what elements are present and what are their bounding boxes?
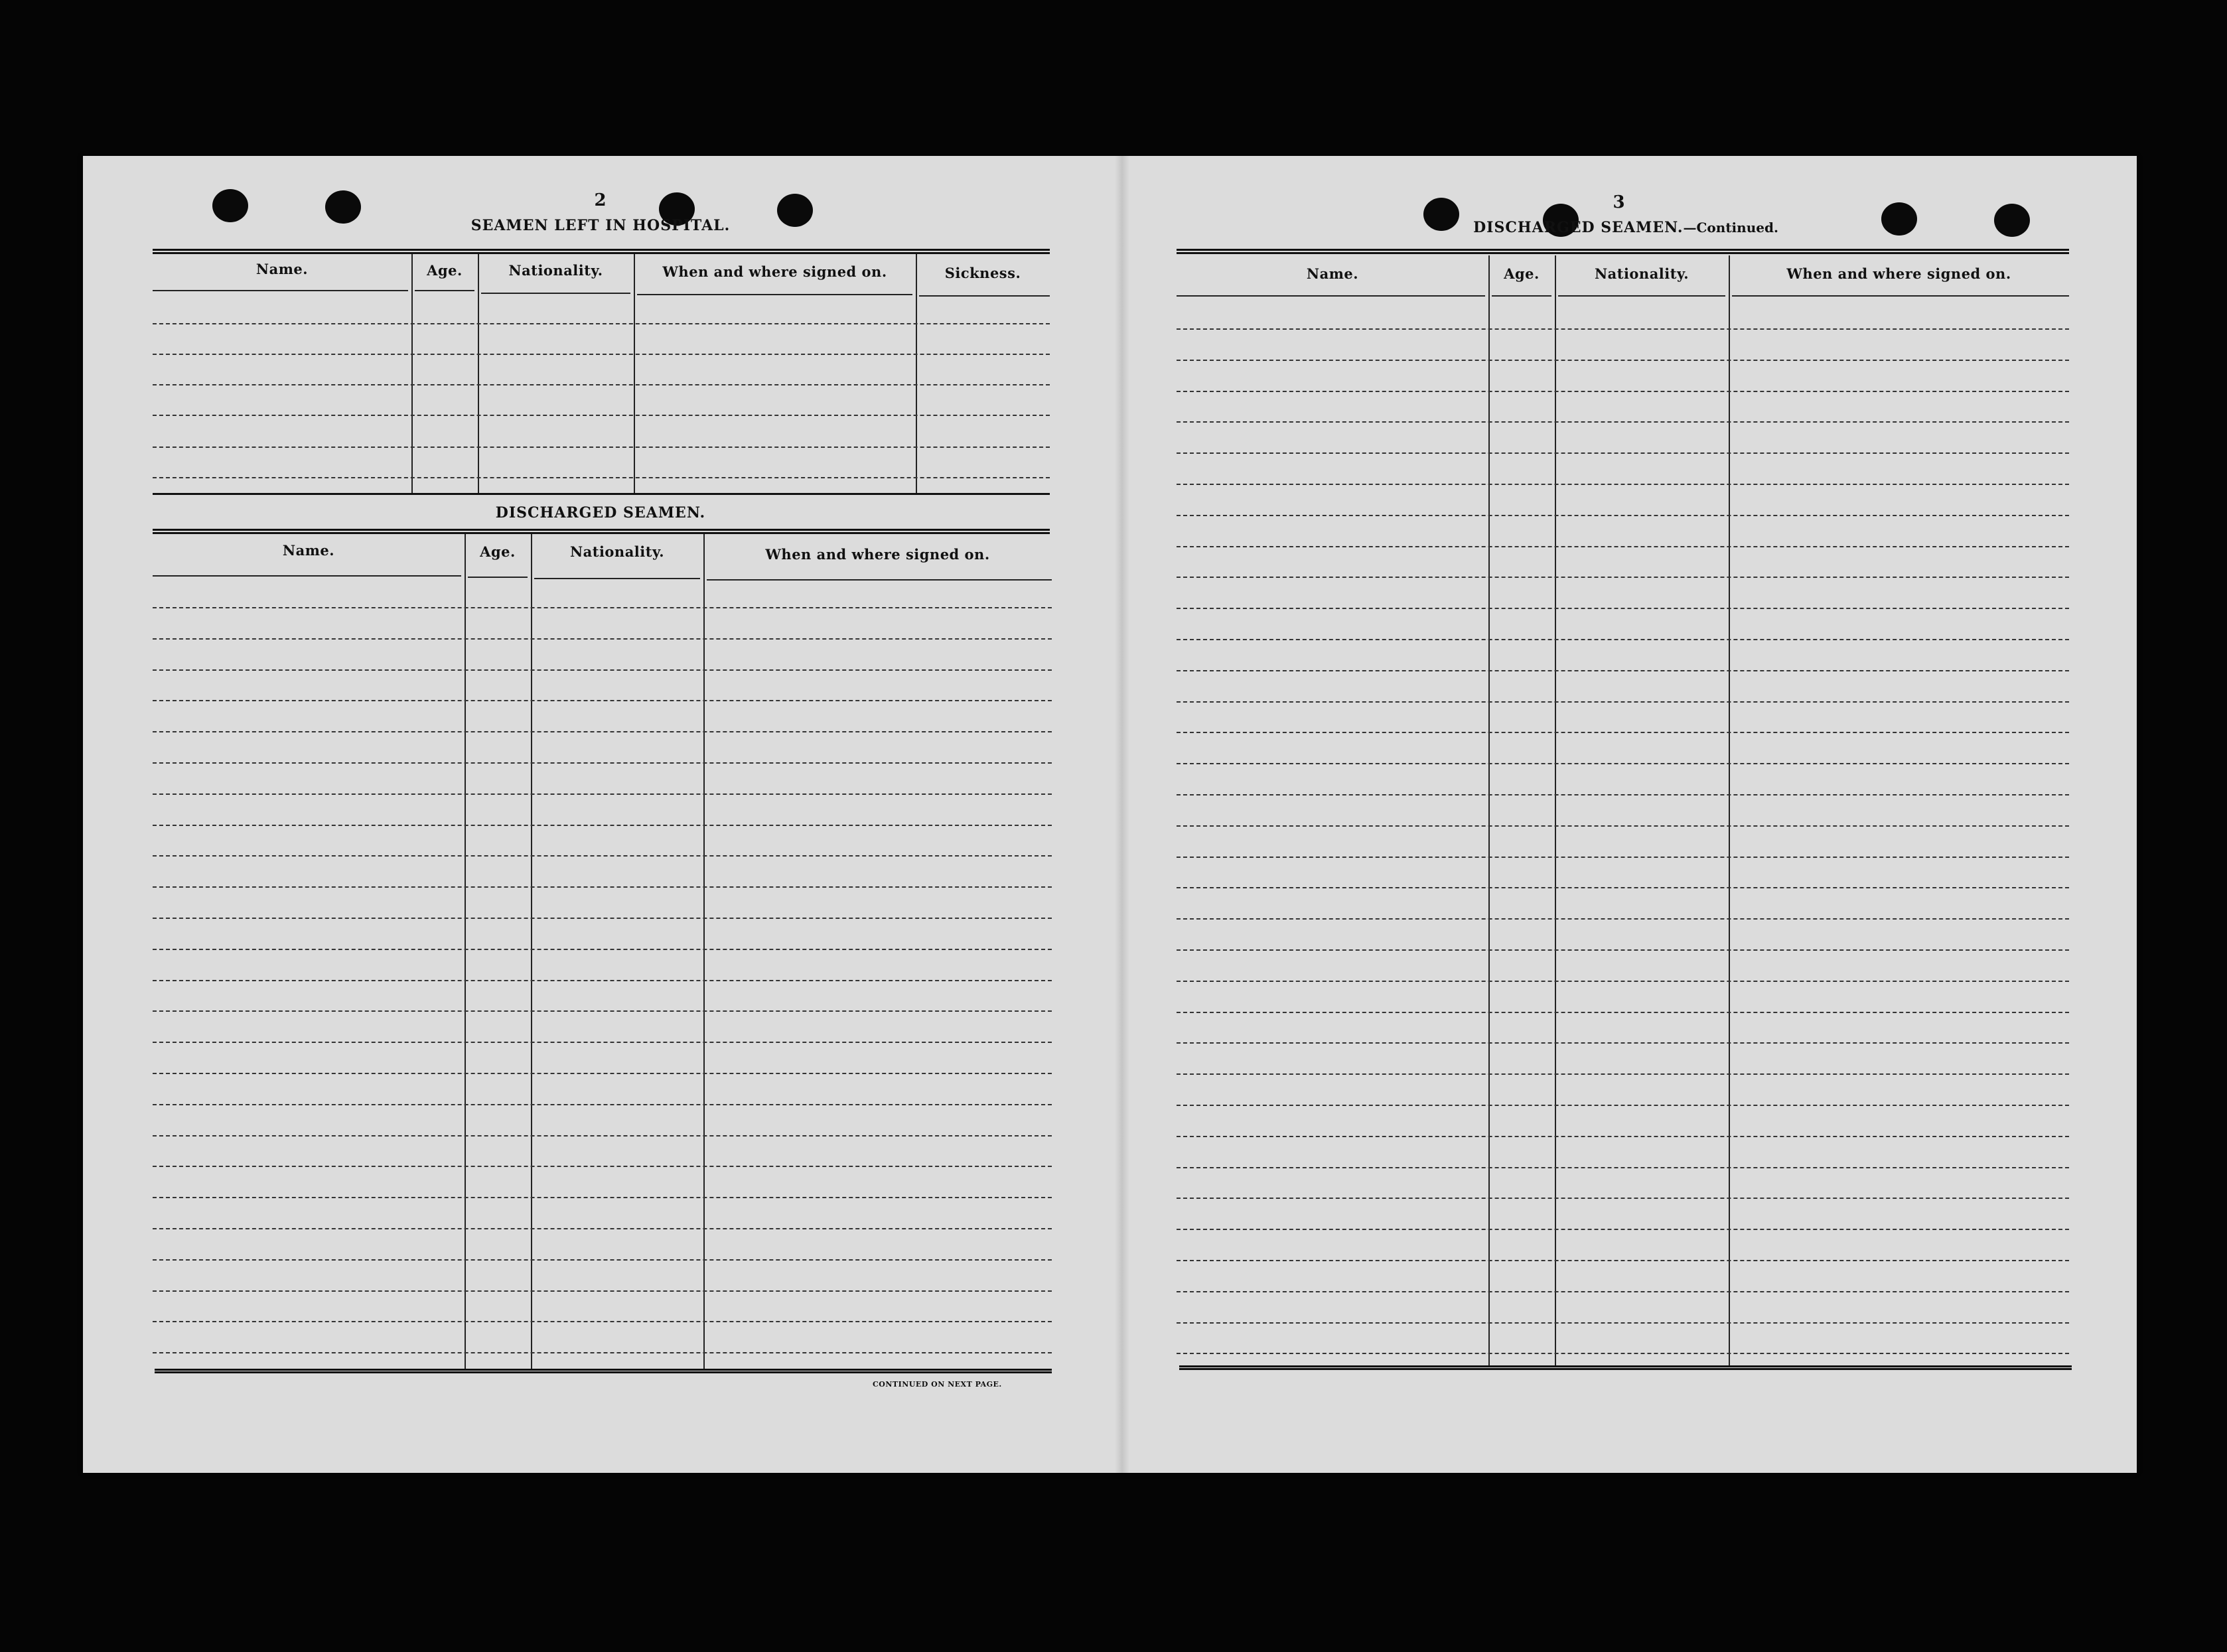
ruled-line [153, 638, 1052, 640]
ruled-line [153, 1073, 1052, 1074]
right-col-name: Name. [1306, 265, 1359, 282]
ruled-line [153, 855, 1052, 857]
right-col-age: Age. [1504, 265, 1540, 282]
ruled-line [153, 1166, 1052, 1167]
discharged-top-rule [153, 529, 1050, 534]
ruled-line [1177, 1073, 2069, 1075]
ruled-line [153, 1228, 1052, 1229]
right-col-signed-on: When and where signed on. [1786, 265, 2011, 282]
ruled-line [1177, 1198, 2069, 1199]
ruled-line [1177, 577, 2069, 578]
hospital-caption: SEAMEN LEFT IN HOSPITAL. [470, 217, 731, 234]
ruled-line [153, 825, 1052, 826]
discharged-col-nationality: Nationality. [569, 543, 665, 560]
ruled-line [1177, 1042, 2069, 1044]
right-caption-main: DISCHARGED SEAMEN. [1473, 219, 1684, 236]
discharged-caption: DISCHARGED SEAMEN. [495, 504, 706, 521]
ruled-line [153, 1104, 1052, 1105]
hospital-col-nationality: Nationality. [508, 262, 603, 279]
ruled-line [153, 700, 1052, 701]
ruled-line [1177, 1105, 2069, 1106]
ruled-line [153, 1352, 1052, 1353]
ruled-line [153, 1010, 1052, 1012]
ruled-line [153, 949, 1052, 950]
page-fold [1115, 156, 1129, 1473]
ruled-line [1177, 328, 2069, 330]
ruled-line [1177, 949, 2069, 951]
ruled-line [1177, 360, 2069, 361]
continued-note: CONTINUED ON NEXT PAGE. [873, 1380, 1002, 1389]
ruled-line [1177, 515, 2069, 516]
ruled-line [1177, 546, 2069, 547]
ruled-line [1177, 639, 2069, 640]
right-bottom-rule [1179, 1365, 2072, 1370]
ruled-line [153, 762, 1052, 764]
right-page-number: 3 [1613, 192, 1626, 212]
punch-hole [1881, 202, 1917, 236]
hospital-col-sickness: Sickness. [944, 265, 1021, 281]
right-col-nationality: Nationality. [1594, 265, 1689, 282]
register-sheet [83, 156, 2137, 1473]
ruled-line [1177, 857, 2069, 858]
discharged-table-right [1177, 255, 2069, 1367]
right-top-rule [1177, 249, 2069, 254]
ruled-line [1177, 452, 2069, 454]
discharged-col-name: Name. [282, 542, 335, 559]
hospital-table [153, 254, 1050, 493]
ruled-line [153, 886, 1052, 888]
ruled-line [1177, 981, 2069, 982]
ruled-line [1177, 484, 2069, 485]
ruled-line [1177, 732, 2069, 733]
left-page-number: 2 [594, 190, 607, 210]
hospital-col-age: Age. [427, 262, 463, 279]
discharged-table-left [153, 534, 1052, 1370]
hospital-col-signed-on: When and where signed on. [662, 263, 887, 280]
ruled-line [1177, 1260, 2069, 1261]
ruled-line [1177, 1322, 2069, 1324]
ruled-line [1177, 1291, 2069, 1292]
ruled-line [1177, 1353, 2069, 1354]
ruled-line [1177, 763, 2069, 764]
ruled-line [153, 1042, 1052, 1043]
ruled-line [153, 1135, 1052, 1136]
punch-hole [1994, 204, 2030, 237]
ruled-line [1177, 701, 2069, 703]
hospital-bottom-rule [153, 493, 1050, 495]
discharged-col-age: Age. [480, 543, 516, 560]
ruled-line [1177, 1229, 2069, 1230]
ruled-line [1177, 887, 2069, 888]
ruled-line [1177, 421, 2069, 423]
ruled-line [1177, 1167, 2069, 1168]
hospital-col-name: Name. [255, 261, 309, 277]
ruled-line [153, 669, 1052, 671]
ruled-line [1177, 825, 2069, 827]
punch-hole [212, 189, 248, 222]
discharged-bottom-rule-left [155, 1369, 1052, 1373]
ruled-line [153, 1197, 1052, 1198]
ruled-line [1177, 391, 2069, 392]
ruled-line [1177, 608, 2069, 609]
ruled-line [1177, 1012, 2069, 1013]
ruled-line [1177, 794, 2069, 795]
ruled-line [1177, 1136, 2069, 1137]
discharged-col-signed-on: When and where signed on. [765, 546, 990, 563]
punch-hole [325, 190, 361, 224]
ruled-line [153, 731, 1052, 732]
ruled-line [1177, 918, 2069, 920]
ruled-line [153, 980, 1052, 981]
ruled-line [153, 1321, 1052, 1322]
ruled-line [153, 918, 1052, 919]
hospital-top-rule [153, 249, 1050, 254]
ruled-line [153, 1290, 1052, 1292]
ruled-line [153, 793, 1052, 795]
ruled-line [153, 1259, 1052, 1261]
ruled-line [1177, 670, 2069, 671]
right-caption [1410, 219, 1841, 236]
right-caption-suffix: —Continued. [1683, 220, 1778, 236]
ruled-line [153, 607, 1052, 608]
